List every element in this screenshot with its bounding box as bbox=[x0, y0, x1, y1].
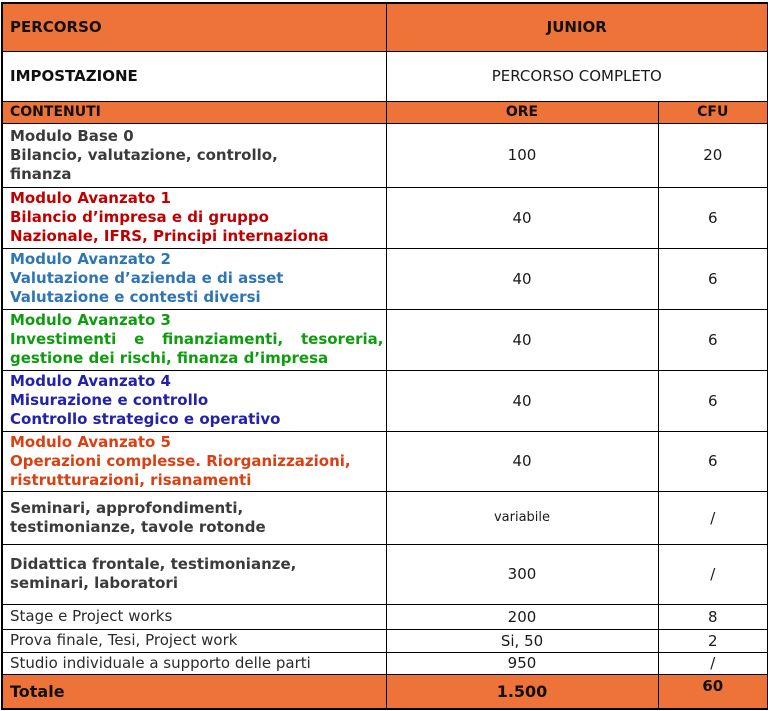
row-cfu-cell: / bbox=[658, 652, 768, 674]
table-row bbox=[2, 674, 768, 709]
row-cfu-cell: 6 bbox=[658, 431, 768, 491]
row-label-line: Bilancio d’impresa e di gruppo bbox=[10, 208, 269, 226]
contenuti-column-header: CONTENUTI bbox=[2, 101, 386, 123]
row-label-line: Stage e Project works bbox=[10, 607, 173, 625]
row-label-line: Modulo Avanzato 1 bbox=[10, 189, 171, 207]
row-ore-cell: 40 bbox=[386, 370, 658, 431]
table-row bbox=[2, 604, 768, 629]
row-label-cell bbox=[2, 604, 386, 629]
row-ore-cell: Si, 50 bbox=[386, 629, 658, 652]
row-label-cell bbox=[2, 431, 386, 491]
table-row bbox=[2, 431, 768, 491]
table-row bbox=[2, 652, 768, 674]
ore-column-header: ORE bbox=[386, 101, 658, 123]
row-label-line: Operazioni complesse. Riorganizzazioni, bbox=[10, 451, 351, 470]
row-cfu-cell: 6 bbox=[658, 187, 768, 248]
row-label-line: Modulo Base 0 bbox=[10, 126, 134, 145]
junior-header-cell: JUNIOR bbox=[386, 3, 768, 51]
row-ore-cell: 40 bbox=[386, 431, 658, 491]
row-label-line: Valutazione d’azienda e di asset bbox=[10, 269, 284, 287]
row-label-line: ristrutturazioni, risanamenti bbox=[10, 470, 252, 489]
row-label-cell bbox=[2, 370, 386, 431]
row-label-line: Misurazione e controllo bbox=[10, 391, 209, 409]
row-label-line: Controllo strategico e operativo bbox=[10, 410, 281, 428]
row-label-line: testimonianze, tavole rotonde bbox=[10, 517, 266, 536]
table-row bbox=[2, 309, 768, 370]
table-body bbox=[2, 123, 768, 709]
row-ore-cell: 40 bbox=[386, 187, 658, 248]
row-label-line: Modulo Avanzato 2 bbox=[10, 250, 171, 268]
table-row-percorso-header bbox=[2, 3, 768, 51]
row-cfu-cell: 20 bbox=[658, 123, 768, 187]
row-label-line: Totale bbox=[10, 681, 65, 701]
table-row-impostazione bbox=[2, 51, 768, 101]
table-row bbox=[2, 248, 768, 309]
row-label-line: Modulo Avanzato 3 bbox=[10, 311, 171, 329]
row-label-line: Studio individuale a supporto delle parti bbox=[10, 653, 311, 672]
row-ore-cell: 950 bbox=[386, 652, 658, 674]
cfu-column-header: CFU bbox=[658, 101, 768, 123]
row-cfu-cell: 2 bbox=[658, 629, 768, 652]
row-ore-cell: 100 bbox=[386, 123, 658, 187]
row-label-line: Prova finale, Tesi, Project work bbox=[10, 631, 238, 649]
row-label-line: gestione dei rischi, finanza d’impresa bbox=[10, 349, 329, 367]
percorso-junior-table bbox=[1, 2, 768, 710]
table-row bbox=[2, 370, 768, 431]
percorso-header-cell: PERCORSO bbox=[2, 3, 386, 51]
row-ore-cell: variabile bbox=[386, 491, 658, 544]
row-label-line: Seminari, approfondimenti, bbox=[10, 498, 244, 517]
table-row bbox=[2, 187, 768, 248]
row-label-line: finanza bbox=[10, 164, 72, 183]
row-label-line: Valutazione e contesti diversi bbox=[10, 288, 261, 306]
row-label-line: seminari, laboratori bbox=[10, 574, 178, 592]
row-label-line: Modulo Avanzato 5 bbox=[10, 432, 171, 451]
row-cfu-cell: 6 bbox=[658, 248, 768, 309]
row-label-line: Bilancio, valutazione, controllo, bbox=[10, 145, 278, 164]
impostazione-value-cell: PERCORSO COMPLETO bbox=[386, 51, 768, 101]
row-ore-cell: 300 bbox=[386, 544, 658, 604]
row-cfu-cell: 6 bbox=[658, 370, 768, 431]
row-label-cell bbox=[2, 674, 386, 709]
row-label-cell bbox=[2, 544, 386, 604]
row-ore-cell: 40 bbox=[386, 248, 658, 309]
row-label-line: Nazionale, IFRS, Principi internaziona bbox=[10, 227, 329, 245]
row-label-cell bbox=[2, 652, 386, 674]
row-ore-cell: 1.500 bbox=[386, 674, 658, 709]
row-label-line: Modulo Avanzato 4 bbox=[10, 372, 171, 390]
row-label-line: Investimenti e finanziamenti, tesoreria, bbox=[10, 330, 384, 348]
row-ore-cell: 200 bbox=[386, 604, 658, 629]
table-row bbox=[2, 629, 768, 652]
row-label-cell bbox=[2, 309, 386, 370]
row-cfu-cell: / bbox=[658, 544, 768, 604]
table-row bbox=[2, 491, 768, 544]
row-label-cell bbox=[2, 491, 386, 544]
table-row bbox=[2, 544, 768, 604]
row-label-cell bbox=[2, 248, 386, 309]
table-row-column-headers bbox=[2, 101, 768, 123]
row-cfu-cell: 60 bbox=[658, 674, 768, 709]
impostazione-label-cell: IMPOSTAZIONE bbox=[2, 51, 386, 101]
row-ore-cell: 40 bbox=[386, 309, 658, 370]
row-label-cell bbox=[2, 629, 386, 652]
row-label-cell bbox=[2, 123, 386, 187]
row-label-line: Didattica frontale, testimonianze, bbox=[10, 555, 297, 573]
row-label-cell bbox=[2, 187, 386, 248]
row-cfu-cell: 6 bbox=[658, 309, 768, 370]
row-cfu-cell: / bbox=[658, 491, 768, 544]
table-row bbox=[2, 123, 768, 187]
row-cfu-cell: 8 bbox=[658, 604, 768, 629]
